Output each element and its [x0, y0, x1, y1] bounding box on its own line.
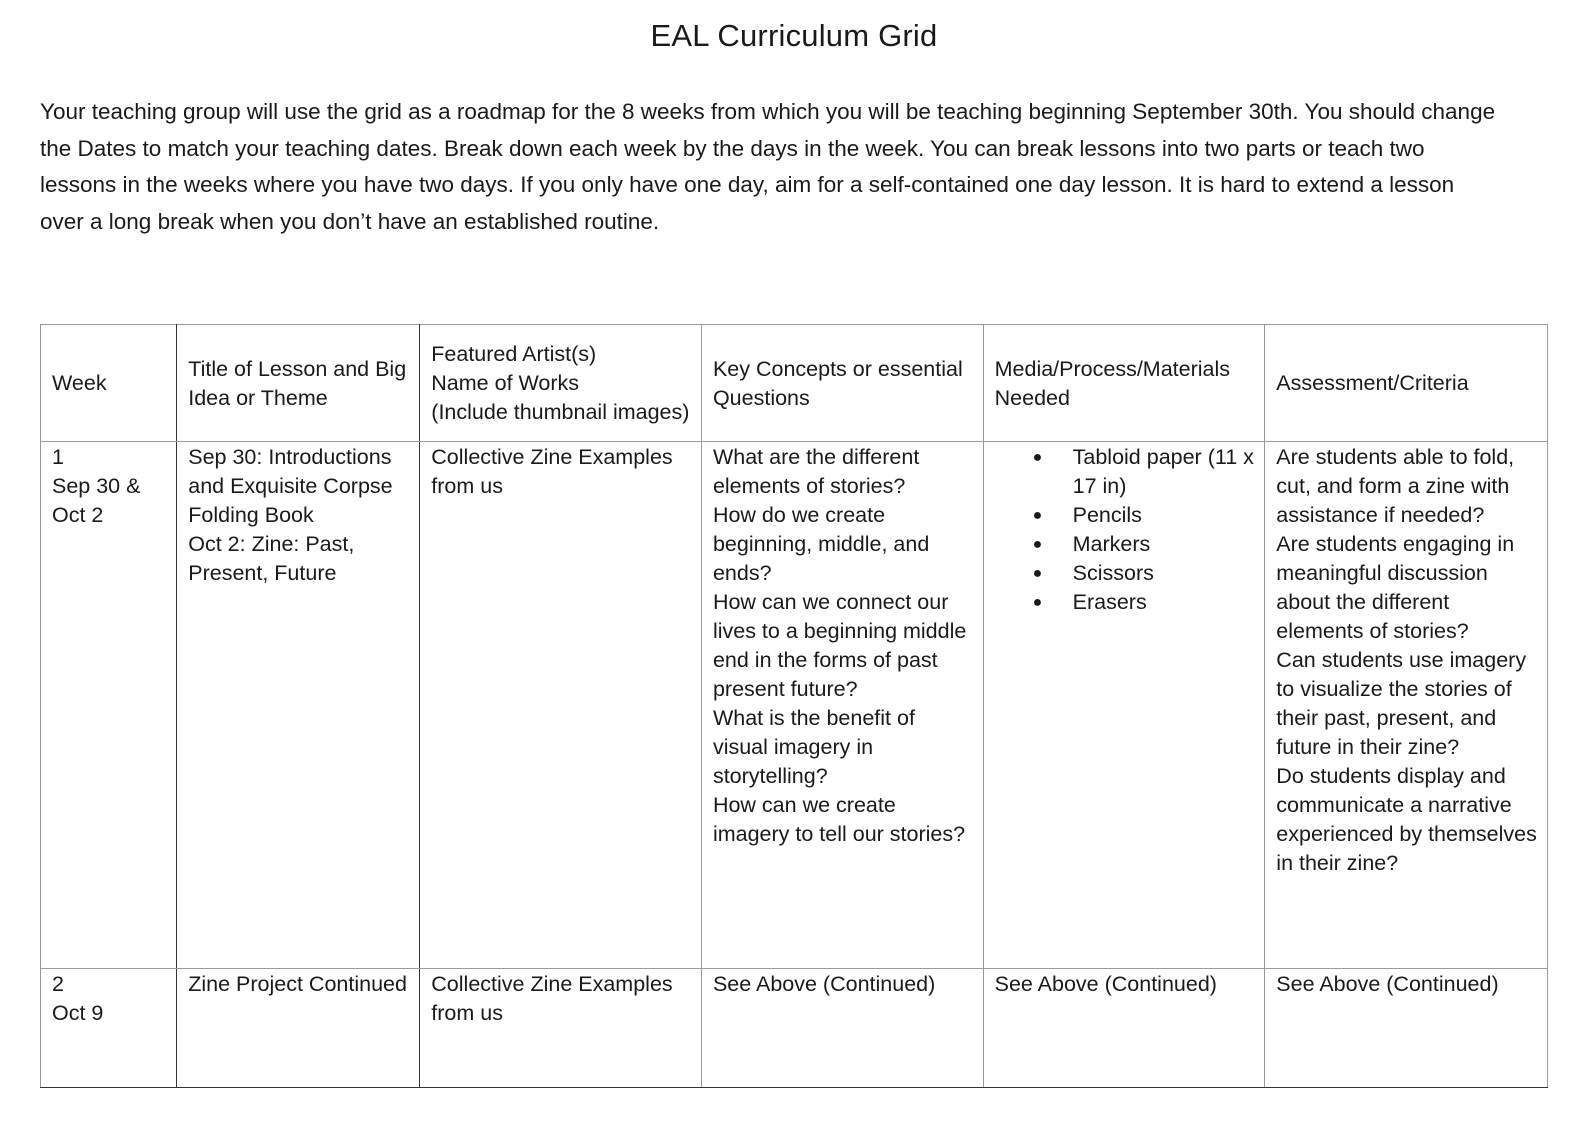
concepts-cell: See Above (Continued) [701, 969, 983, 1088]
header-title: Title of Lesson and Big Idea or Theme [177, 325, 420, 442]
list-item: ● Pencils [1031, 501, 1255, 530]
week-cell [41, 969, 177, 1088]
week-cell [41, 442, 177, 969]
header-row [41, 325, 1548, 442]
lesson-title-line: Sep 30: Introductions and Exquisite Corpse Folding Book [188, 445, 393, 527]
week-number: 1 [52, 445, 64, 469]
header-artist-line: Name of Works [431, 371, 580, 395]
concept-question: What is the benefit of visual imagery in storytelling? [712, 706, 915, 788]
curriculum-grid [40, 324, 1548, 1088]
week-number: 2 [52, 972, 64, 996]
header-media: Media/Process/Materials Needed [983, 325, 1265, 442]
header-artist-line: Featured Artist(s) [431, 342, 597, 366]
week-date: Oct 2 [52, 503, 104, 527]
week-date: Sep 30 & [52, 474, 141, 498]
table-row [41, 969, 1548, 1088]
lesson-title-line: Oct 2: Zine: Past, Present, Future [188, 532, 355, 585]
concept-question: How can we connect our lives to a beginning middle end in the forms of past present future? [712, 590, 967, 701]
materials-list [995, 443, 1255, 617]
list-item: ● Markers [1031, 530, 1255, 559]
media-cell [983, 442, 1265, 969]
artist-cell: Collective Zine Examples from us [420, 969, 702, 1088]
week-date: Oct 9 [52, 1001, 104, 1025]
header-week: Week [41, 325, 177, 442]
lesson-title-cell [177, 442, 420, 969]
list-item: ● Tabloid paper (11 x 17 in) [1031, 443, 1255, 501]
assessment-cell: See Above (Continued) [1265, 969, 1548, 1088]
header-assessment: Assessment/Criteria [1265, 325, 1548, 442]
concepts-cell [701, 442, 983, 969]
list-item: ● Erasers [1031, 588, 1255, 617]
assessment-cell [1265, 442, 1548, 969]
assessment-criterion: Are students able to fold, cut, and form a zine with assistance if needed? [1276, 445, 1515, 527]
assessment-criterion: Are students engaging in meaningful discussion about the different elements of stories? [1276, 532, 1515, 643]
header-artist-line: (Include thumbnail images) [431, 400, 690, 424]
header-concepts: Key Concepts or essential Questions [701, 325, 983, 442]
intro-paragraph: Your teaching group will use the grid as a roadmap for the 8 weeks from which you will be teaching beginning September 30th. You should change the Dates to match your teaching dates. Break down each week by the days in the week. You can break lessons into two parts or teach two lessons in the weeks where you have two days. If you only have one day, aim for a self-contained one day lesson. It is hard to extend a lesson over a long break when you don’t have an established routine. [40, 99, 1496, 234]
artist-cell: Collective Zine Examples from us [420, 442, 702, 969]
header-artist [420, 325, 702, 442]
assessment-criterion: Do students display and communicate a narrative experienced by themselves in their zine? [1276, 764, 1537, 875]
concept-question: What are the different elements of stories? [712, 445, 920, 498]
list-item: ● Scissors [1031, 559, 1255, 588]
concept-question: How do we create beginning, middle, and ends? [712, 503, 930, 585]
document-title: EAL Curriculum Grid [650, 18, 938, 53]
table-row [41, 442, 1548, 969]
assessment-criterion: Can students use imagery to visualize the stories of their past, present, and future in their zine? [1276, 648, 1527, 759]
lesson-title-cell: Zine Project Continued [177, 969, 420, 1088]
concept-question: How can we create imagery to tell our stories? [712, 793, 966, 846]
media-cell: See Above (Continued) [983, 969, 1265, 1088]
